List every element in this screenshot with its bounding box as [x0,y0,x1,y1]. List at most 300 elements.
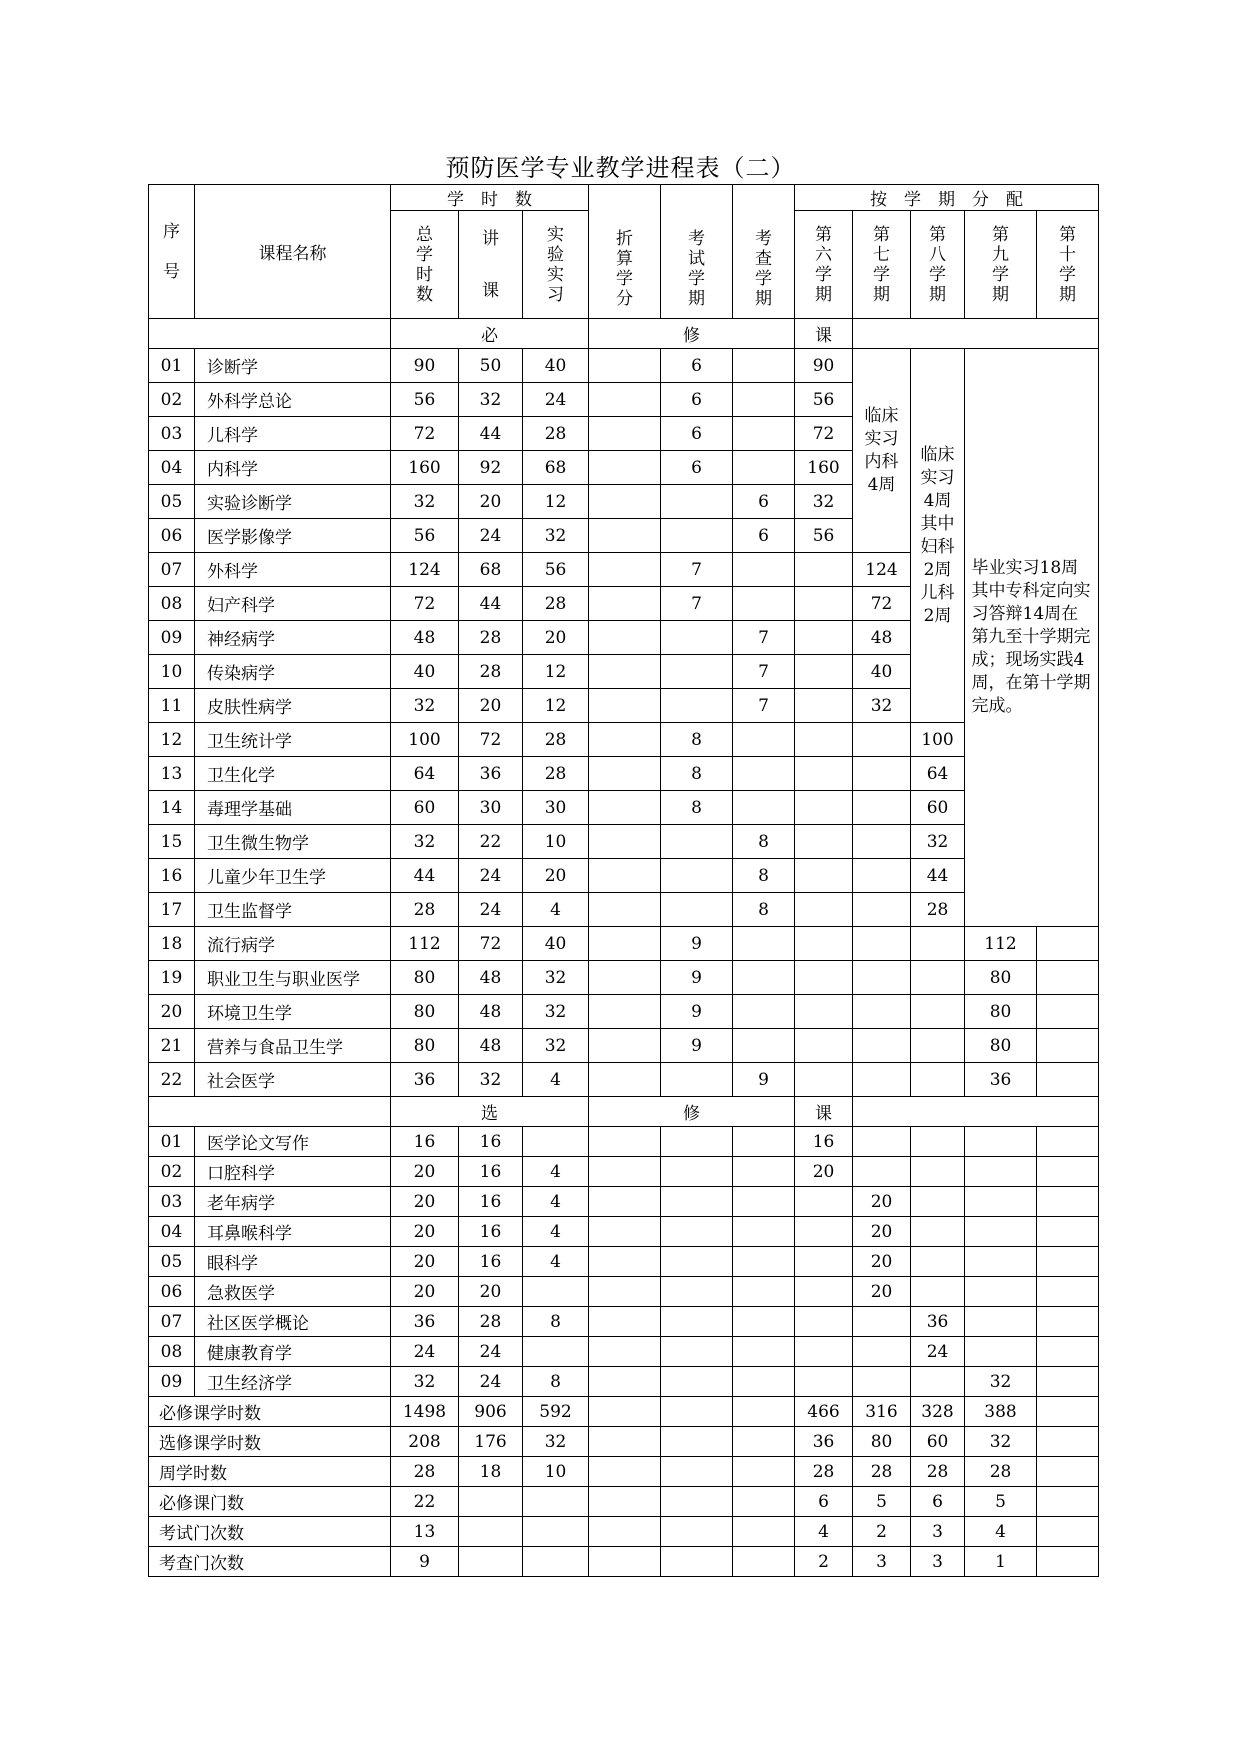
total-hours: 72 [391,587,459,621]
course-no: 21 [149,1029,195,1063]
header-term-6: 第六学期 [795,211,853,319]
credits [589,655,661,689]
course-name: 环境卫生学 [195,995,391,1029]
course-no: 09 [149,621,195,655]
term-10-hours [1037,1217,1099,1247]
table-body [149,319,1099,1577]
credits [589,825,661,859]
course-name: 社会医学 [195,1063,391,1097]
term-6-hours: 28 [795,1457,853,1487]
lecture-hours: 16 [459,1247,523,1277]
lab-hours: 4 [523,1217,589,1247]
lab-hours: 4 [523,1063,589,1097]
required-section-header [149,319,1099,349]
lab-hours: 68 [523,451,589,485]
total-hours: 20 [391,1217,459,1247]
term-6-hours: 2 [795,1547,853,1577]
table-row [149,825,1099,859]
term-6-hours [795,1029,853,1063]
exam-term: 7 [661,587,733,621]
check-term [733,417,795,451]
exam-term: 8 [661,723,733,757]
credits [589,1517,661,1547]
summary-row [149,1517,1099,1547]
term-10-hours [1037,1487,1099,1517]
term-9-hours: 388 [965,1397,1037,1427]
exam-term: 6 [661,349,733,383]
lecture-hours: 28 [459,655,523,689]
term-8-hours: 44 [911,859,965,893]
summary-label: 必修课门数 [149,1487,391,1517]
course-no: 08 [149,587,195,621]
section-label: 课 [795,319,853,349]
lab-hours [523,1337,589,1367]
lecture-hours: 24 [459,1337,523,1367]
lecture-hours: 48 [459,961,523,995]
table-row [149,1127,1099,1157]
exam-term [661,689,733,723]
lecture-hours: 32 [459,383,523,417]
term-8-hours [911,995,965,1029]
table-row [149,961,1099,995]
check-term: 7 [733,689,795,723]
summary-label: 考查门次数 [149,1547,391,1577]
exam-term [661,1487,733,1517]
course-no: 06 [149,519,195,553]
term-8-hours: 6 [911,1487,965,1517]
term-6-hours: 4 [795,1517,853,1547]
term-7-hours: 20 [853,1217,911,1247]
total-hours: 60 [391,791,459,825]
lab-hours: 4 [523,1247,589,1277]
lecture-hours: 72 [459,927,523,961]
lecture-hours: 30 [459,791,523,825]
term-8-hours [911,927,965,961]
lab-hours: 20 [523,621,589,655]
page-title: 预防医学专业教学进程表（二） [445,154,796,182]
course-no: 19 [149,961,195,995]
term-6-hours: 32 [795,485,853,519]
term7-internship-note [853,349,911,553]
exam-term [661,655,733,689]
section-label: 选 [391,1097,589,1127]
course-no: 11 [149,689,195,723]
course-name: 流行病学 [195,927,391,961]
lab-hours: 10 [523,825,589,859]
lecture-hours: 906 [459,1397,523,1427]
section-label: 修 [589,1097,795,1127]
lab-hours: 32 [523,1029,589,1063]
summary-row [149,1397,1099,1427]
credits [589,587,661,621]
course-name: 儿科学 [195,417,391,451]
credits [589,859,661,893]
lab-hours: 20 [523,859,589,893]
term-8-hours: 28 [911,893,965,927]
term-9-hours: 112 [965,927,1037,961]
note-text: 毕业实习18周其中专科定向实习答辩14周在第九至十学期完成；现场实践4周，在第十学期完成。 [971,558,1091,716]
summary-label: 选修课学时数 [149,1427,391,1457]
term-8-hours: 36 [911,1307,965,1337]
term-10-hours [1037,1457,1099,1487]
course-name: 内科学 [195,451,391,485]
check-term: 8 [733,825,795,859]
exam-term: 6 [661,451,733,485]
term-7-hours: 20 [853,1247,911,1277]
term-7-hours [853,995,911,1029]
credits [589,1063,661,1097]
term-7-hours [853,859,911,893]
exam-term [661,621,733,655]
check-term [733,349,795,383]
check-term [733,1157,795,1187]
term-7-hours [853,927,911,961]
lecture-hours: 16 [459,1127,523,1157]
note-text: 临床实习内科4周 [864,405,899,495]
term-9-hours: 32 [965,1367,1037,1397]
credits [589,1307,661,1337]
exam-term: 6 [661,383,733,417]
course-no: 04 [149,1217,195,1247]
lecture-hours: 36 [459,757,523,791]
lab-hours: 28 [523,417,589,451]
course-name: 医学影像学 [195,519,391,553]
term-8-hours [911,1157,965,1187]
course-no: 02 [149,1157,195,1187]
term-6-hours [795,961,853,995]
check-term: 6 [733,519,795,553]
exam-term: 9 [661,995,733,1029]
term-9-hours [965,1217,1037,1247]
term-6-hours [795,587,853,621]
credits [589,1457,661,1487]
course-name: 社区医学概论 [195,1307,391,1337]
table-row [149,1157,1099,1187]
total-hours: 72 [391,417,459,451]
term-8-hours: 60 [911,1427,965,1457]
term-9-hours: 1 [965,1547,1037,1577]
total-hours: 112 [391,927,459,961]
course-no: 18 [149,927,195,961]
credits [589,1367,661,1397]
course-name: 传染病学 [195,655,391,689]
lecture-hours [459,1487,523,1517]
term-7-hours: 28 [853,1457,911,1487]
total-hours: 28 [391,893,459,927]
credits [589,417,661,451]
total-hours: 20 [391,1247,459,1277]
course-name: 妇产科学 [195,587,391,621]
course-no: 07 [149,553,195,587]
course-no: 12 [149,723,195,757]
check-term [733,1367,795,1397]
header-check-term: 考查学期 [733,185,795,319]
lecture-hours: 44 [459,417,523,451]
term-7-hours: 48 [853,621,911,655]
course-name: 毒理学基础 [195,791,391,825]
credits [589,689,661,723]
term-7-hours [853,825,911,859]
course-name: 卫生监督学 [195,893,391,927]
term-9-hours [965,1157,1037,1187]
table-cell [149,1097,391,1127]
term-7-hours: 32 [853,689,911,723]
exam-term [661,1127,733,1157]
term-9-hours: 28 [965,1457,1037,1487]
header-term-8: 第八学期 [911,211,965,319]
total-hours: 36 [391,1063,459,1097]
term-6-hours [795,1187,853,1217]
credits [589,1427,661,1457]
check-term: 6 [733,485,795,519]
lab-hours: 4 [523,1157,589,1187]
check-term [733,1247,795,1277]
total-hours: 20 [391,1187,459,1217]
credits [589,383,661,417]
course-name: 儿童少年卫生学 [195,859,391,893]
table-cell [149,319,391,349]
graduation-internship-note [965,349,1099,927]
term-6-hours [795,791,853,825]
term-6-hours: 90 [795,349,853,383]
term-8-hours: 28 [911,1457,965,1487]
table-row [149,1029,1099,1063]
teaching-plan-table [148,184,1099,1577]
term-7-hours [853,1307,911,1337]
term-9-hours: 5 [965,1487,1037,1517]
check-term [733,1397,795,1427]
term-10-hours [1037,1367,1099,1397]
section-label: 必 [391,319,589,349]
credits [589,723,661,757]
exam-term [661,1063,733,1097]
term-7-hours [853,1127,911,1157]
table-row [149,791,1099,825]
course-name: 卫生化学 [195,757,391,791]
term-6-hours: 6 [795,1487,853,1517]
credits [589,519,661,553]
term-6-hours [795,655,853,689]
header-course-name: 课程名称 [195,185,391,319]
header-by-term-group: 按 学 期 分 配 [795,185,1099,211]
total-hours: 160 [391,451,459,485]
table-row [149,1337,1099,1367]
exam-term [661,1277,733,1307]
term-10-hours [1037,927,1099,961]
lecture-hours: 20 [459,689,523,723]
course-no: 15 [149,825,195,859]
section-label: 课 [795,1097,853,1127]
total-hours: 32 [391,825,459,859]
total-hours: 24 [391,1337,459,1367]
course-no: 08 [149,1337,195,1367]
check-term [733,451,795,485]
table-row [149,1367,1099,1397]
term-9-hours [965,1337,1037,1367]
term-6-hours [795,1063,853,1097]
summary-label: 必修课学时数 [149,1397,391,1427]
lab-hours: 28 [523,587,589,621]
course-no: 01 [149,349,195,383]
credits [589,791,661,825]
lab-hours [523,1487,589,1517]
exam-term [661,485,733,519]
lab-hours: 12 [523,485,589,519]
header-term-9: 第九学期 [965,211,1037,319]
term-8-hours [911,1029,965,1063]
term-10-hours [1037,1397,1099,1427]
lecture-hours: 48 [459,1029,523,1063]
exam-term: 8 [661,757,733,791]
check-term [733,791,795,825]
term-8-hours: 24 [911,1337,965,1367]
check-term [733,1307,795,1337]
check-term [733,927,795,961]
term-9-hours: 32 [965,1427,1037,1457]
total-hours: 80 [391,1029,459,1063]
check-term [733,1547,795,1577]
summary-row [149,1427,1099,1457]
term-10-hours [1037,995,1099,1029]
table-row [149,1063,1099,1097]
term-9-hours: 4 [965,1517,1037,1547]
lecture-hours: 68 [459,553,523,587]
term-6-hours [795,723,853,757]
credits [589,995,661,1029]
lab-hours: 28 [523,723,589,757]
lecture-hours [459,1547,523,1577]
total-hours: 80 [391,961,459,995]
course-name: 老年病学 [195,1187,391,1217]
term-10-hours [1037,1307,1099,1337]
header-credits: 折算学分 [589,185,661,319]
term-9-hours: 80 [965,1029,1037,1063]
term-7-hours [853,723,911,757]
term-6-hours: 56 [795,383,853,417]
table-row [149,927,1099,961]
term-6-hours [795,859,853,893]
lecture-hours: 24 [459,893,523,927]
credits [589,553,661,587]
exam-term [661,1217,733,1247]
term-8-hours: 32 [911,825,965,859]
term-9-hours [965,1277,1037,1307]
header-term-10: 第十学期 [1037,211,1099,319]
check-term [733,1217,795,1247]
term-10-hours [1037,1157,1099,1187]
lab-hours: 32 [523,1427,589,1457]
term-7-hours: 316 [853,1397,911,1427]
course-no: 13 [149,757,195,791]
term-9-hours [965,1187,1037,1217]
course-name: 眼科学 [195,1247,391,1277]
course-name: 急救医学 [195,1277,391,1307]
lecture-hours: 24 [459,1367,523,1397]
check-term [733,1427,795,1457]
total-hours: 56 [391,383,459,417]
total-hours: 20 [391,1277,459,1307]
lecture-hours: 24 [459,519,523,553]
exam-term [661,859,733,893]
exam-term [661,1367,733,1397]
total-hours: 100 [391,723,459,757]
elective-section-header [149,1097,1099,1127]
table-cell [853,1097,1099,1127]
exam-term [661,1187,733,1217]
course-no: 07 [149,1307,195,1337]
course-no: 03 [149,417,195,451]
exam-term: 6 [661,417,733,451]
header-term-7: 第七学期 [853,211,911,319]
lab-hours [523,1517,589,1547]
term-8-hours [911,1187,965,1217]
lab-hours: 32 [523,961,589,995]
credits [589,1397,661,1427]
lecture-hours: 176 [459,1427,523,1457]
credits [589,1127,661,1157]
lecture-hours: 20 [459,1277,523,1307]
term-7-hours: 5 [853,1487,911,1517]
total-hours: 22 [391,1487,459,1517]
term-7-hours [853,1337,911,1367]
lab-hours: 30 [523,791,589,825]
exam-term [661,1307,733,1337]
lab-hours: 40 [523,927,589,961]
term-8-hours: 60 [911,791,965,825]
term-7-hours [853,1157,911,1187]
check-term [733,1277,795,1307]
lab-hours [523,1277,589,1307]
exam-term [661,1337,733,1367]
check-term [733,1457,795,1487]
term-6-hours [795,1367,853,1397]
lecture-hours: 92 [459,451,523,485]
exam-term [661,1427,733,1457]
course-name: 诊断学 [195,349,391,383]
credits [589,961,661,995]
term-8-hours [911,1247,965,1277]
term-10-hours [1037,1029,1099,1063]
term-6-hours: 160 [795,451,853,485]
lecture-hours: 22 [459,825,523,859]
total-hours: 40 [391,655,459,689]
section-label: 修 [589,319,795,349]
header-lab: 实验实习 [523,211,589,319]
term-6-hours [795,621,853,655]
lecture-hours: 28 [459,1307,523,1337]
course-name: 卫生统计学 [195,723,391,757]
table-row [149,893,1099,927]
total-hours: 48 [391,621,459,655]
total-hours: 28 [391,1457,459,1487]
course-name: 卫生经济学 [195,1367,391,1397]
check-term [733,587,795,621]
exam-term [661,1457,733,1487]
course-name: 健康教育学 [195,1337,391,1367]
term8-internship-note [911,349,965,723]
lecture-hours: 32 [459,1063,523,1097]
term-6-hours [795,1217,853,1247]
table-row [149,349,1099,383]
total-hours: 56 [391,519,459,553]
course-no: 10 [149,655,195,689]
lab-hours: 32 [523,519,589,553]
term-8-hours: 100 [911,723,965,757]
check-term [733,553,795,587]
term-10-hours [1037,1337,1099,1367]
term-8-hours [911,1367,965,1397]
term-6-hours [795,553,853,587]
